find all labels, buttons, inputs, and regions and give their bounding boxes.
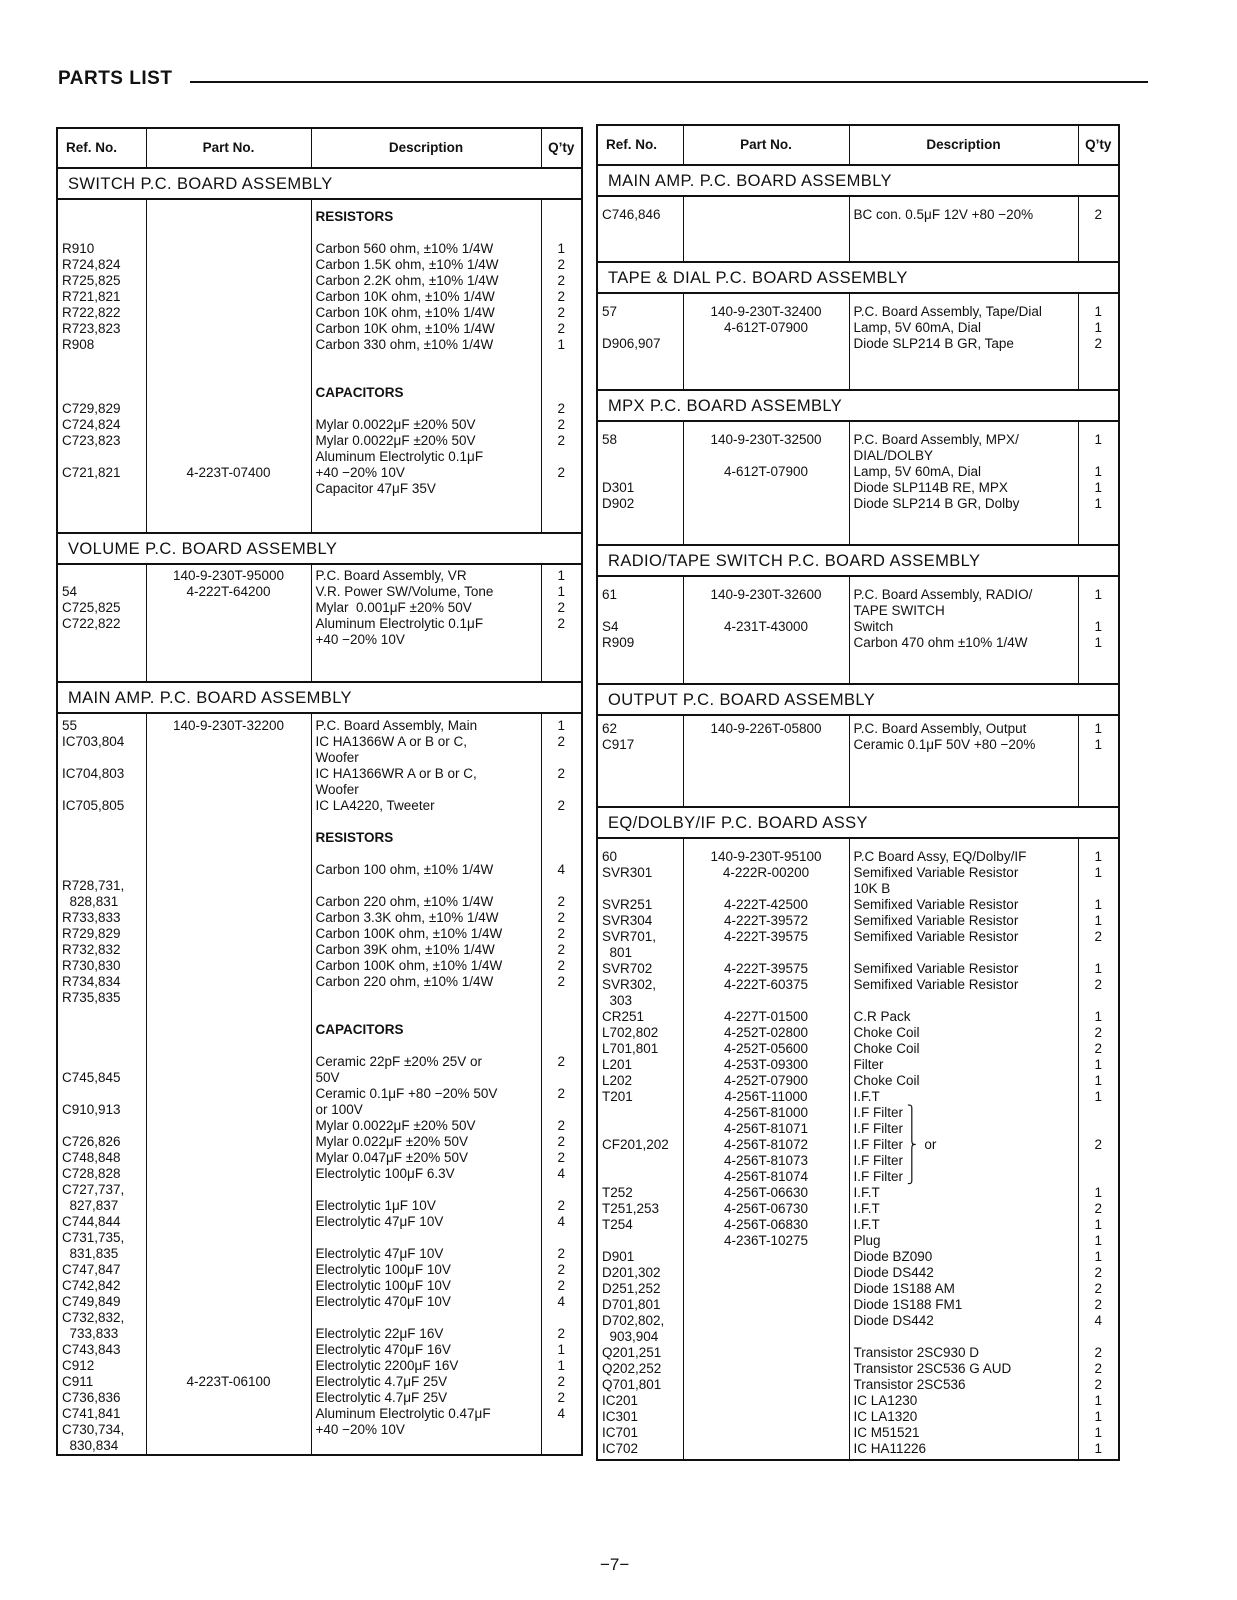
- desc-line: Electrolytic 470μF 16V: [315, 1342, 451, 1357]
- desc-line: Transistor 2SC536: [853, 1377, 966, 1392]
- desc-line: Diode 1S188 FM1: [853, 1297, 963, 1312]
- qty-list: 1 1 2 2: [541, 564, 582, 682]
- section-title: SWITCH P.C. BOARD ASSEMBLY: [57, 168, 582, 199]
- section-body: [57, 564, 582, 682]
- header-part: Part No.: [146, 128, 311, 168]
- ref-list: R910 R724,824 R725,825 R721,821 R722,822 R723,823 R908 C729,829 C724,824 C723,823 C721,821: [57, 199, 146, 533]
- part-list: 140-9-230T-95000 4-222T-64200: [146, 564, 311, 682]
- desc-line: TAPE SWITCH: [853, 603, 945, 618]
- section-body: [597, 576, 1119, 684]
- desc-line: IC M51521: [853, 1425, 920, 1440]
- desc-line: Ceramic 0.1μF +80 −20% 50V: [315, 1086, 498, 1101]
- part-list: [683, 196, 849, 262]
- ref-list: 54 C725,825 C722,822: [57, 564, 146, 682]
- header-desc: Description: [311, 128, 541, 168]
- desc-line: Mylar 0.047μF ±20% 50V: [315, 1150, 469, 1165]
- desc-line: I.F Filter ⎫: [853, 1105, 917, 1120]
- qty-list: 2: [1078, 196, 1119, 262]
- desc-line: P.C. Board Assembly, Main: [315, 718, 478, 733]
- desc-line: Diode 1S188 AM: [853, 1281, 955, 1296]
- desc-line: P.C. Board Assembly, Output: [853, 721, 1027, 736]
- qty-list: 1 2 2 2 4 2 2 2 2 2 2 2 2 2 2 2 4 2 4 2 2 2 4 2 1 1 2 2 4: [541, 713, 582, 1455]
- desc-line: C.R Pack: [853, 1009, 911, 1024]
- desc-list: [849, 196, 1078, 262]
- section-header: [57, 682, 582, 713]
- section-header: [597, 684, 1119, 715]
- desc-list: [311, 564, 541, 682]
- section-header: [597, 262, 1119, 293]
- desc-line: Semifixed Variable Resistor: [853, 929, 1019, 944]
- part-list: 4-223T-07400: [146, 199, 311, 533]
- desc-list: [311, 199, 541, 533]
- desc-line: Mylar 0.022μF ±20% 50V: [315, 1134, 469, 1149]
- desc-line: Woofer: [315, 750, 359, 765]
- desc-line: or 100V: [315, 1102, 363, 1117]
- desc-line: Semifixed Variable Resistor: [853, 961, 1019, 976]
- desc-line: Diode SLP214 B GR, Dolby: [853, 496, 1020, 511]
- section-body: [57, 713, 582, 1455]
- desc-line: Ceramic 22pF ±20% 25V or: [315, 1054, 482, 1069]
- desc-line: Aluminum Electrolytic 0.47μF: [315, 1406, 491, 1421]
- desc-line: Diode DS442: [853, 1313, 934, 1328]
- desc-list: [849, 715, 1078, 807]
- desc-line: Carbon 10K ohm, ±10% 1/4W: [315, 289, 495, 304]
- header-part: Part No.: [683, 125, 849, 165]
- desc-line: Choke Coil: [853, 1041, 920, 1056]
- desc-line: Electrolytic 22μF 16V: [315, 1326, 444, 1341]
- qty-list: 1 1 1 1 2 1 2 1 2 2 1 1 1 2 1 2 1 1 1 2 2 2 4 2 2 2 1 1 1 1: [1078, 838, 1119, 1460]
- part-list: 140-9-230T-32500 4-612T-07900: [683, 421, 849, 545]
- qty-list: 1 1 1: [1078, 576, 1119, 684]
- desc-line: Carbon 330 ohm, ±10% 1/4W: [315, 337, 494, 352]
- desc-line: IC LA4220, Tweeter: [315, 798, 435, 813]
- desc-line: DIAL/DOLBY: [853, 448, 934, 463]
- desc-line: I.F Filter ⎬ or: [853, 1137, 937, 1152]
- desc-line: +40 −20% 10V: [315, 465, 405, 480]
- desc-line: I.F.T: [853, 1217, 880, 1232]
- desc-line: Carbon 470 ohm ±10% 1/4W: [853, 635, 1028, 650]
- desc-line: Electrolytic 100μF 6.3V: [315, 1166, 455, 1181]
- section-header: [597, 390, 1119, 421]
- desc-line: Carbon 10K ohm, ±10% 1/4W: [315, 321, 495, 336]
- desc-line: Mylar 0.0022μF ±20% 50V: [315, 1118, 476, 1133]
- header-ref: Ref. No.: [57, 128, 146, 168]
- header-row: [597, 125, 1119, 165]
- desc-line: Semifixed Variable Resistor: [853, 865, 1019, 880]
- ref-list: 62 C917: [597, 715, 683, 807]
- title-rule: [190, 81, 1148, 83]
- header-row: [57, 128, 582, 168]
- page-number: −7−: [600, 1555, 630, 1574]
- desc-line: I.F.T: [853, 1201, 880, 1216]
- desc-list: [849, 293, 1078, 390]
- page-title: PARTS LIST: [58, 68, 173, 89]
- ref-list: 57 D906,907: [597, 293, 683, 390]
- desc-line: Diode BZ090: [853, 1249, 933, 1264]
- section-body: [597, 838, 1119, 1460]
- desc-line: Diode SLP114B RE, MPX: [853, 480, 1008, 495]
- section-header: [597, 165, 1119, 196]
- header-ref: Ref. No.: [597, 125, 683, 165]
- desc-line: Diode SLP214 B GR, Tape: [853, 336, 1014, 351]
- part-list: 140-9-230T-95100 4-222R-00200 4-222T-42500 4-222T-39572 4-222T-39575 4-222T-39575 4-222T-60375 4-227T-01500 4-252T-02800 4-252T-05600 4-253T-09300 4-252T-07900 4-256T-11000 4-256T-81000 4-256T-81071 4-256T-81072 4-256T-81073 4-256T-81074 4-256T-06630 4-256T-06730 4-256T-06830 4-236T-10275: [683, 838, 849, 1460]
- section-title: EQ/DOLBY/IF P.C. BOARD ASSY: [597, 807, 1119, 838]
- desc-line: Carbon 100K ohm, ±10% 1/4W: [315, 926, 503, 941]
- parts-table-right: [596, 124, 1120, 1461]
- desc-line: I.F Filter ⎭: [853, 1169, 917, 1184]
- section-title: TAPE & DIAL P.C. BOARD ASSEMBLY: [597, 262, 1119, 293]
- desc-line: Semifixed Variable Resistor: [853, 977, 1019, 992]
- desc-line: 50V: [315, 1070, 340, 1085]
- desc-line: Ceramic 0.1μF 50V +80 −20%: [853, 737, 1036, 752]
- desc-line: Filter: [853, 1057, 884, 1072]
- desc-line: Lamp, 5V 60mA, Dial: [853, 320, 982, 335]
- ref-list: C746,846: [597, 196, 683, 262]
- desc-line: Electrolytic 470μF 10V: [315, 1294, 451, 1309]
- desc-line: P.C. Board Assembly, RADIO/: [853, 587, 1033, 602]
- ref-list: 61 S4 R909: [597, 576, 683, 684]
- header-qty: Q’ty: [1078, 125, 1119, 165]
- part-list: 140-9-230T-32600 4-231T-43000: [683, 576, 849, 684]
- desc-line: Carbon 560 ohm, ±10% 1/4W: [315, 241, 494, 256]
- section-title: MAIN AMP. P.C. BOARD ASSEMBLY: [57, 682, 582, 713]
- desc-line: Choke Coil: [853, 1073, 920, 1088]
- desc-line: Carbon 220 ohm, ±10% 1/4W: [315, 974, 494, 989]
- part-list: 140-9-230T-32200 4-223T-06100: [146, 713, 311, 1455]
- desc-line: +40 −20% 10V: [315, 632, 405, 647]
- desc-line: Electrolytic 47μF 10V: [315, 1246, 444, 1261]
- part-list: 140-9-226T-05800: [683, 715, 849, 807]
- ref-list: 60 SVR301 SVR251 SVR304 SVR701, 801 SVR702 SVR302, 303 CR251 L702,802 L701,801 L201 L202 T201 CF201,202 T252 T251,253 T254 D901 D201,302 D251,252 D701,801 D702,802, 903,904 Q201,251 Q202,252 Q701,801 IC201 IC301 IC701 IC702: [597, 838, 683, 1460]
- desc-line: Mylar 0.0022μF ±20% 50V: [315, 433, 476, 448]
- desc-line: Switch: [853, 619, 894, 634]
- desc-list: [849, 421, 1078, 545]
- desc-line: Carbon 39K ohm, ±10% 1/4W: [315, 942, 495, 957]
- desc-line: Mylar 0.0022μF ±20% 50V: [315, 417, 476, 432]
- part-list: 140-9-230T-32400 4-612T-07900: [683, 293, 849, 390]
- desc-line: P.C. Board Assembly, Tape/Dial: [853, 304, 1042, 319]
- desc-list: [849, 576, 1078, 684]
- desc-line: Electrolytic 2200μF 16V: [315, 1358, 459, 1373]
- desc-line: Carbon 100 ohm, ±10% 1/4W: [315, 862, 494, 877]
- section-body: [597, 421, 1119, 545]
- desc-list: [849, 838, 1078, 1460]
- section-body: [597, 293, 1119, 390]
- desc-line: Transistor 2SC930 D: [853, 1345, 980, 1360]
- desc-line: Diode DS442: [853, 1265, 934, 1280]
- desc-list: [311, 713, 541, 1455]
- desc-line: Electrolytic 4.7μF 25V: [315, 1390, 448, 1405]
- desc-line: Electrolytic 47μF 10V: [315, 1214, 444, 1229]
- desc-line: Electrolytic 100μF 10V: [315, 1278, 451, 1293]
- section-title: RADIO/TAPE SWITCH P.C. BOARD ASSEMBLY: [597, 545, 1119, 576]
- section-header: [597, 545, 1119, 576]
- desc-line: Carbon 100K ohm, ±10% 1/4W: [315, 958, 503, 973]
- desc-line: RESISTORS: [315, 209, 394, 224]
- desc-line: I.F.T: [853, 1185, 880, 1200]
- header-qty: Q’ty: [541, 128, 582, 168]
- section-title: MPX P.C. BOARD ASSEMBLY: [597, 390, 1119, 421]
- parts-table-left: [56, 127, 583, 1456]
- section-title: MAIN AMP. P.C. BOARD ASSEMBLY: [597, 165, 1119, 196]
- qty-list: 1 1 2: [1078, 293, 1119, 390]
- desc-line: Carbon 1.5K ohm, ±10% 1/4W: [315, 257, 499, 272]
- desc-line: I.F Filter ⎪: [853, 1121, 917, 1136]
- desc-line: IC LA1230: [853, 1393, 918, 1408]
- desc-line: Electrolytic 4.7μF 25V: [315, 1374, 448, 1389]
- section-body: [597, 196, 1119, 262]
- desc-line: Semifixed Variable Resistor: [853, 913, 1019, 928]
- qty-list: 1 2 2 2 2 2 1 2 2 2 2: [541, 199, 582, 533]
- section-body: [597, 715, 1119, 807]
- desc-line: Plug: [853, 1233, 881, 1248]
- ref-list: 58 D301 D902: [597, 421, 683, 545]
- desc-line: Carbon 2.2K ohm, ±10% 1/4W: [315, 273, 499, 288]
- section-header: [57, 168, 582, 199]
- desc-line: I.F Filter ⎪: [853, 1153, 917, 1168]
- section-title: OUTPUT P.C. BOARD ASSEMBLY: [597, 684, 1119, 715]
- desc-line: Electrolytic 100μF 10V: [315, 1262, 451, 1277]
- header-desc: Description: [849, 125, 1078, 165]
- desc-line: Choke Coil: [853, 1025, 920, 1040]
- desc-line: Capacitor 47μF 35V: [315, 481, 436, 496]
- desc-line: I.F.T: [853, 1089, 880, 1104]
- desc-line: +40 −20% 10V: [315, 1422, 405, 1437]
- desc-line: Woofer: [315, 782, 359, 797]
- desc-line: P.C Board Assy, EQ/Dolby/IF: [853, 849, 1027, 864]
- desc-line: P.C. Board Assembly, MPX/: [853, 432, 1019, 447]
- desc-line: IC HA1366W A or B or C,: [315, 734, 468, 749]
- desc-line: IC HA11226: [853, 1441, 927, 1456]
- desc-line: Aluminum Electrolytic 0.1μF: [315, 449, 484, 464]
- desc-line: Electrolytic 1μF 10V: [315, 1198, 436, 1213]
- desc-line: 10K B: [853, 881, 891, 896]
- desc-line: Transistor 2SC536 G AUD: [853, 1361, 1012, 1376]
- desc-line: CAPACITORS: [315, 1022, 404, 1037]
- section-header: [57, 533, 582, 564]
- desc-line: Mylar 0.001μF ±20% 50V: [315, 600, 472, 615]
- qty-list: 1 1: [1078, 715, 1119, 807]
- desc-line: BC con. 0.5μF 12V +80 −20%: [853, 207, 1034, 222]
- desc-line: V.R. Power SW/Volume, Tone: [315, 584, 494, 599]
- section-body: [57, 199, 582, 533]
- desc-line: CAPACITORS: [315, 385, 404, 400]
- desc-line: P.C. Board Assembly, VR: [315, 568, 467, 583]
- qty-list: 1 1 1 1: [1078, 421, 1119, 545]
- desc-line: IC LA1320: [853, 1409, 918, 1424]
- section-header: [597, 807, 1119, 838]
- desc-line: IC HA1366WR A or B or C,: [315, 766, 477, 781]
- desc-line: Semifixed Variable Resistor: [853, 897, 1019, 912]
- section-title: VOLUME P.C. BOARD ASSEMBLY: [57, 533, 582, 564]
- desc-line: Aluminum Electrolytic 0.1μF: [315, 616, 484, 631]
- ref-list: 55 IC703,804 IC704,803 IC705,805 R728,731, 828,831 R733,833 R729,829 R732,832 R730,830 R734,834 R735,835 C745,845 C910,913 C726,826 C748,848 C728,828 C727,737, 827,837 C744,844 C731,735, 831,835 C747,847 C742,842 C749,849 C732,832, 733,833 C743,843 C912 C911 C736,836 C741,841 C730,734, 830,834: [57, 713, 146, 1455]
- desc-line: Carbon 220 ohm, ±10% 1/4W: [315, 894, 494, 909]
- desc-line: Carbon 10K ohm, ±10% 1/4W: [315, 305, 495, 320]
- desc-line: Carbon 3.3K ohm, ±10% 1/4W: [315, 910, 499, 925]
- desc-line: RESISTORS: [315, 830, 394, 845]
- desc-line: Lamp, 5V 60mA, Dial: [853, 464, 982, 479]
